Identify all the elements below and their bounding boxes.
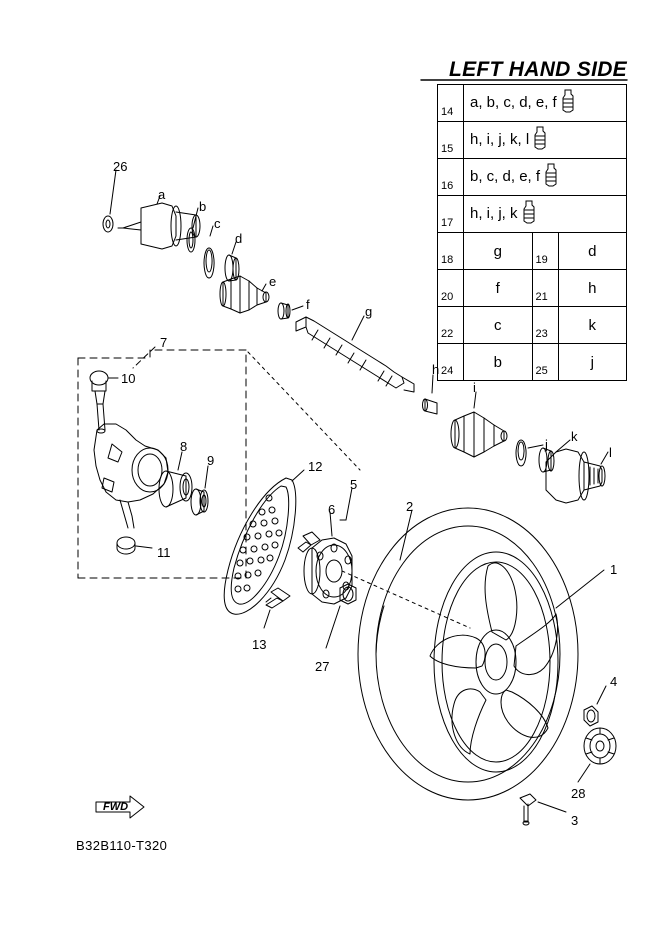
callout-l: l [609,445,612,460]
table-row-number: 23 [532,307,558,344]
table-row-value: d [558,233,627,270]
part-g-drive-shaft [296,316,414,392]
callout-11: 11 [157,545,171,560]
table-row-value: h [558,270,627,307]
table-row-value: k [558,307,627,344]
part-c-circlip [204,226,214,278]
part-d-clamp [225,242,239,281]
callout-2: 2 [406,499,414,514]
part-3-valve-stem [520,794,566,825]
part-f-clamp [278,303,303,319]
callout-1: 1 [610,562,618,577]
part-k-clamp [539,437,570,472]
callout-7: 7 [160,335,168,350]
part-28-valve-nut [578,728,616,782]
callout-d: d [235,231,243,246]
callout-g: g [365,304,373,319]
table-row-number: 17 [438,196,464,233]
table-row-number: 25 [532,344,558,381]
table-row-number: 19 [532,233,558,270]
table-row-number: 16 [438,159,464,196]
table-row-value: g [464,233,533,270]
part-number: B32B110-T320 [76,838,168,853]
part-13-bolt [264,588,290,628]
callout-13: 13 [252,637,267,652]
table-row-text: h, i, j, k [470,204,518,222]
table-row-number: 24 [438,344,464,381]
callout-k: k [571,429,578,444]
part-11-washer [117,537,152,554]
part-a-inner-joint [118,196,200,249]
part-12-brake-disc [224,470,304,614]
callout-i: i [473,380,476,395]
part-l-outer-joint [546,449,608,503]
table-row-number: 21 [532,270,558,307]
callout-3: 3 [571,813,579,828]
table-row-number: 22 [438,307,464,344]
part-2-tire [358,508,578,800]
part-h-clamp [423,375,438,414]
table-row-text: b, c, d, e, f [470,167,541,185]
callout-c: c [214,216,221,231]
part-26-circlip [103,170,116,232]
part-9-oil-seal [191,466,208,515]
table-row-text: h, i, j, k, l [470,130,530,148]
callout-26: 26 [113,159,128,174]
callout-5: 5 [350,477,358,492]
callout-27: 27 [315,659,330,674]
callout-e: e [269,274,277,289]
fwd-label: FWD [103,801,129,813]
callout-8: 8 [180,439,188,454]
table-row-number: 18 [438,233,464,270]
callout-12: 12 [308,459,323,474]
part-4-valve-cap [584,686,606,726]
callout-j: j [545,437,548,452]
callout-6: 6 [328,502,336,517]
part-i-boot [451,392,507,457]
table-row-value: j [558,344,627,381]
table-row-number: 20 [438,270,464,307]
callout-b: b [199,199,207,214]
table-row-value: b [464,344,533,381]
table-row-number: 15 [438,122,464,159]
callout-28: 28 [571,786,586,801]
table-row-number: 14 [438,85,464,122]
page-title: LEFT HAND SIDE [448,58,627,81]
table-row-value: c [464,307,533,344]
callout-f: f [306,297,310,312]
callout-10: 10 [121,371,136,386]
table-row-text: a, b, c, d, e, f [470,93,557,111]
callout-a: a [158,187,166,202]
part-27-hub-nut [326,584,356,648]
callout-9: 9 [207,453,215,468]
part-e-boot [220,276,269,313]
part-8-bearing [159,452,192,507]
knuckle-body [94,424,168,528]
table-row-value: f [464,270,533,307]
callout-4: 4 [610,674,618,689]
callout-h: h [432,362,440,377]
